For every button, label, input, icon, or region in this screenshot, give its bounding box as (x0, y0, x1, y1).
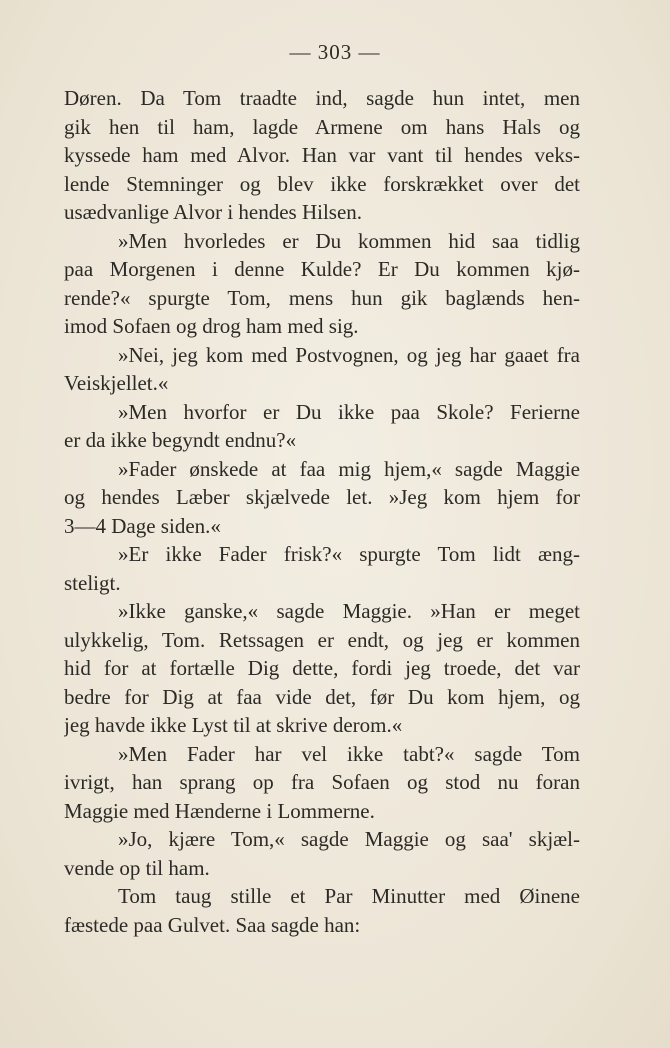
text-line: ulykkelig, Tom. Retssagen er endt, og jeg er kommen (64, 627, 580, 652)
text-line: ivrigt, han sprang op fra Sofaen og stod nu foran (64, 770, 580, 794)
text-line: fæstede paa Gulvet. Saa sagde han: (64, 912, 361, 937)
text-line: Døren. Da Tom traadte ind, sagde hun intet, men (64, 86, 580, 110)
text-line: vende op til ham. (64, 855, 210, 880)
text-line: bedre for Dig at faa vide det, før Du kom hjem, og (64, 684, 580, 709)
text-line: hid for at fortælle Dig dette, fordi jeg troede, det var (64, 656, 580, 680)
text-line: imod Sofaen og drog ham med sig. (64, 314, 359, 338)
text-line: Veiskjellet.« (64, 371, 169, 395)
text-line: »Er ikke Fader frisk?« spurgte Tom lidt æng- (118, 542, 580, 566)
text-line: er da ikke begyndt endnu?« (64, 428, 297, 452)
text-line: paa Morgenen i denne Kulde? Er Du kommen kjø- (64, 257, 580, 281)
text-line: og hendes Læber skjælvede let. »Jeg kom hjem for (64, 485, 580, 509)
text-line: Maggie med Hænderne i Lommerne. (64, 798, 375, 823)
text-line: usædvanlige Alvor i hendes Hilsen. (64, 200, 363, 224)
text-line: »Nei, jeg kom med Postvognen, og jeg har gaaet fra (118, 342, 580, 367)
text-line: Tom taug stille et Par Minutter med Øinene (118, 884, 580, 908)
text-line: kyssede ham med Alvor. Han var vant til hendes veks- (64, 143, 580, 167)
text-line: 3—4 Dage siden.« (64, 513, 221, 538)
text-line: jeg havde ikke Lyst til at skrive derom.« (64, 713, 403, 737)
text-line: »Ikke ganske,« sagde Maggie. »Han er meget (118, 599, 580, 623)
text-line: rende?« spurgte Tom, mens hun gik baglænds hen- (64, 285, 580, 310)
text-line: gik hen til ham, lagde Armene om hans Hals og (64, 114, 580, 139)
page-number: — 303 — (289, 40, 381, 64)
text-line: »Fader ønskede at faa mig hjem,« sagde Maggie (118, 456, 580, 481)
body-text (64, 84, 580, 939)
text-line: »Men hvorfor er Du ikke paa Skole? Ferierne (118, 399, 580, 424)
text-line: »Men Fader har vel ikke tabt?« sagde Tom (118, 741, 580, 766)
text-line: »Jo, kjære Tom,« sagde Maggie og saa' skjæl- (118, 827, 580, 851)
text-line: lende Stemninger og blev ikke forskrækket over det (64, 171, 580, 196)
text-line: steligt. (64, 570, 121, 595)
text-line: »Men hvorledes er Du kommen hid saa tidlig (118, 228, 580, 253)
